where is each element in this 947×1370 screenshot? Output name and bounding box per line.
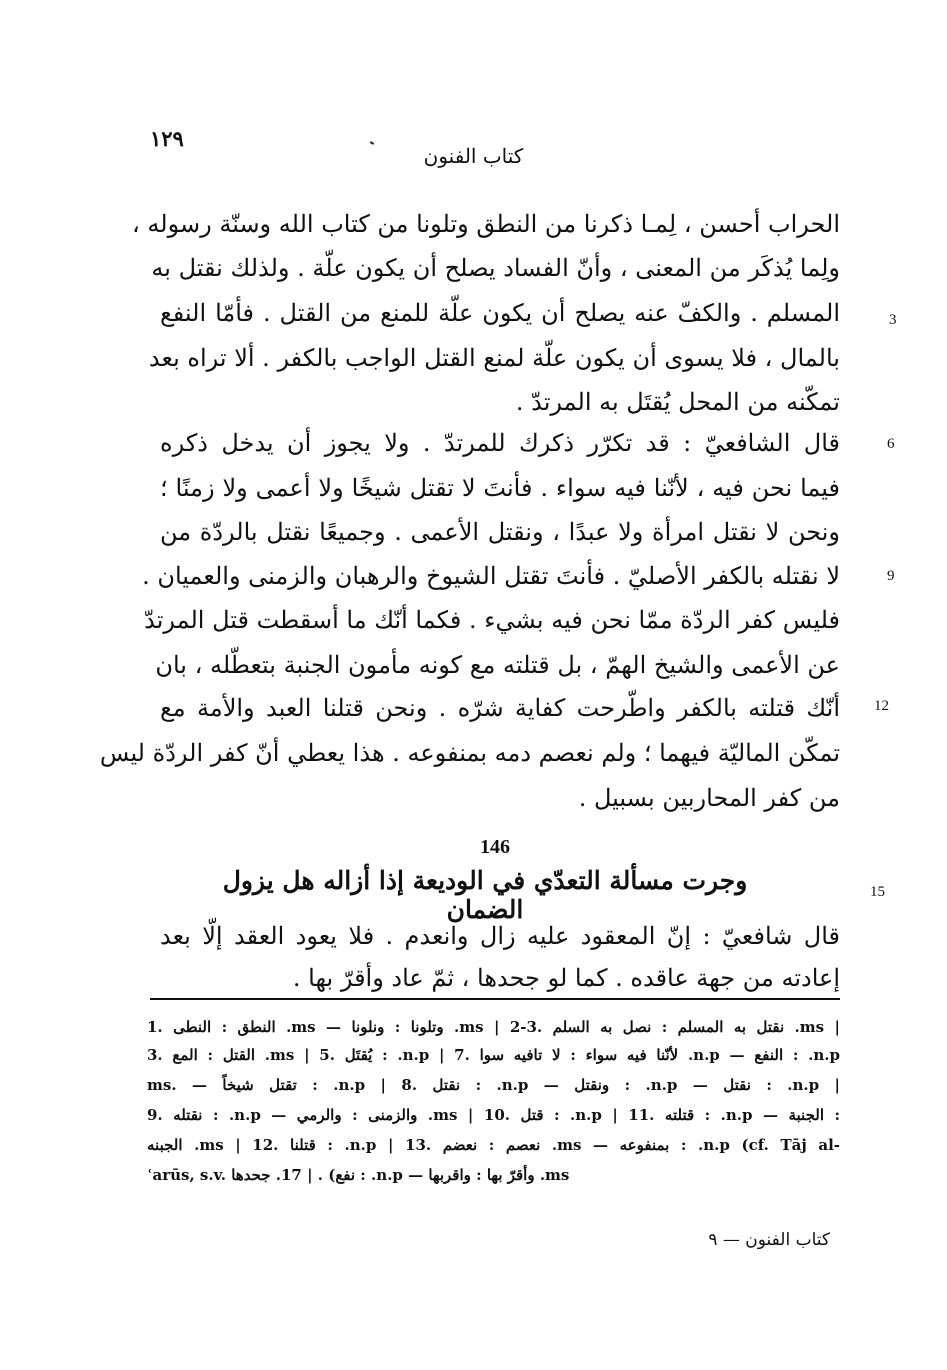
section-line: إعادته من جهة عاقده . كما لو جحدها ، ثمّ عاد وأقرّ بها .: [292, 964, 840, 992]
footnote-line: ms. — تقتل شيخاً : .n.p | 8. نقتل : .n.p — ونقتل : .n.p — نقتل : .n.p |: [147, 1076, 841, 1094]
body-line: تمكّن الماليّة فيهما ؛ ولم نعصم دمه بمنفوعه . هذا يعطي أنّ كفر الردّة ليس: [99, 739, 840, 767]
section-number: 146: [480, 836, 510, 858]
body-line: أنّك قتلته بالكفر واطّرحت كفاية شرّه . ونحن قتلنا العبد والأمة مع: [160, 694, 840, 722]
line-number: 6: [887, 436, 895, 452]
footnote-line: 3. القتل : المع .ms | 5. يُقتَل : .n.p | 7. لأنّنا فيه سواء : لا تافيه سوا .n.p — النفع : .n.p: [147, 1046, 840, 1064]
footnote-line: 9. نقتله : .n.p — والزمنى : والرمي .ms | 10. قتل : .n.p | 11. قتلته : .n.p — الجنبة :: [147, 1106, 841, 1124]
body-line: بالمال ، فلا يسوى أن يكون علّة لمنع القتل الواجب بالكفر . ألا تراه بعد: [148, 344, 840, 372]
running-title: كتاب الفنون: [423, 144, 524, 168]
page-number: ١٢٩: [150, 126, 184, 151]
footnote-line: الجبنه .ms | 12. قتلنا : .n.p | 13. نعصم : نعضم .ms — بمنفوعه : .n.p (cf. Tāj al-: [147, 1136, 841, 1154]
body-line: لا نقتله بالكفر الأصليّ . فأنتَ تقتل الشيوخ والرهبان والزمنى والعميان .: [142, 562, 840, 590]
body-line: ونحن لا نقتل امرأة ولا عبدًا ، ونقتل الأعمى . وجميعًا نقتل بالردّة من: [160, 518, 840, 546]
line-number: 3: [889, 312, 897, 328]
signature-mark: كتاب الفنون — ٩: [708, 1230, 830, 1250]
body-line: فيما نحن فيه ، لأنّنا فيه سواء . فأنتَ لا تقتل شيخًا ولا أعمى ولا زمنًا ؛: [160, 474, 840, 502]
line-number: 15: [870, 884, 885, 900]
body-line: ولِما يُذكَر من المعنى ، وأنّ الفساد يصلح أن يكون علّة . ولذلك نقتل به: [151, 254, 840, 282]
section-title: وجرت مسألة التعدّي في الوديعة إذا أزاله هل يزول الضمان: [222, 866, 748, 924]
body-line: فليس كفر الردّة ممّا نحن فيه بشيء . فكما أنّك ما أسقطت قتل المرتدّ: [144, 606, 840, 634]
footnote-rule: [150, 998, 840, 1000]
section-line: قال شافعيّ : إنّ المعقود عليه زال وانعدم . فلا يعود العقد إلّا بعد: [160, 922, 840, 950]
body-line: قال الشافعيّ : قد تكرّر ذكرك للمرتدّ . ولا يجوز أن يدخل ذكره: [160, 429, 840, 457]
body-line: الحراب أحسن ، لِمـا ذكرنا من النطق وتلونا من كتاب الله وسنّة رسوله ،: [132, 210, 840, 238]
line-number: 9: [887, 568, 895, 584]
body-line: تمكّنه من المحل يُقتَل به المرتدّ .: [515, 388, 840, 416]
footnote-line: ʿarūs, s.v. نفع) . | 17. جحدها : .n.p — وأقرّ بها : واقربها .ms: [147, 1166, 570, 1184]
footnote-line: 1. النطق : النطى .ms — وتلونا : ونلونا .ms | 2-3. نقتل به المسلم : نصل به السلم .ms |: [147, 1018, 840, 1036]
body-line: المسلم . والكفّ عنه يصلح أن يكون علّة للمنع من القتل . فأمّا النفع: [160, 299, 840, 327]
body-line: عن الأعمى والشيخ الهمّ ، بل قتلته مع كونه مأمون الجنبة بتعطّله ، بان: [155, 651, 840, 679]
line-number: 12: [874, 698, 889, 714]
body-line: من كفر المحاربين بسبيل .: [578, 784, 840, 812]
